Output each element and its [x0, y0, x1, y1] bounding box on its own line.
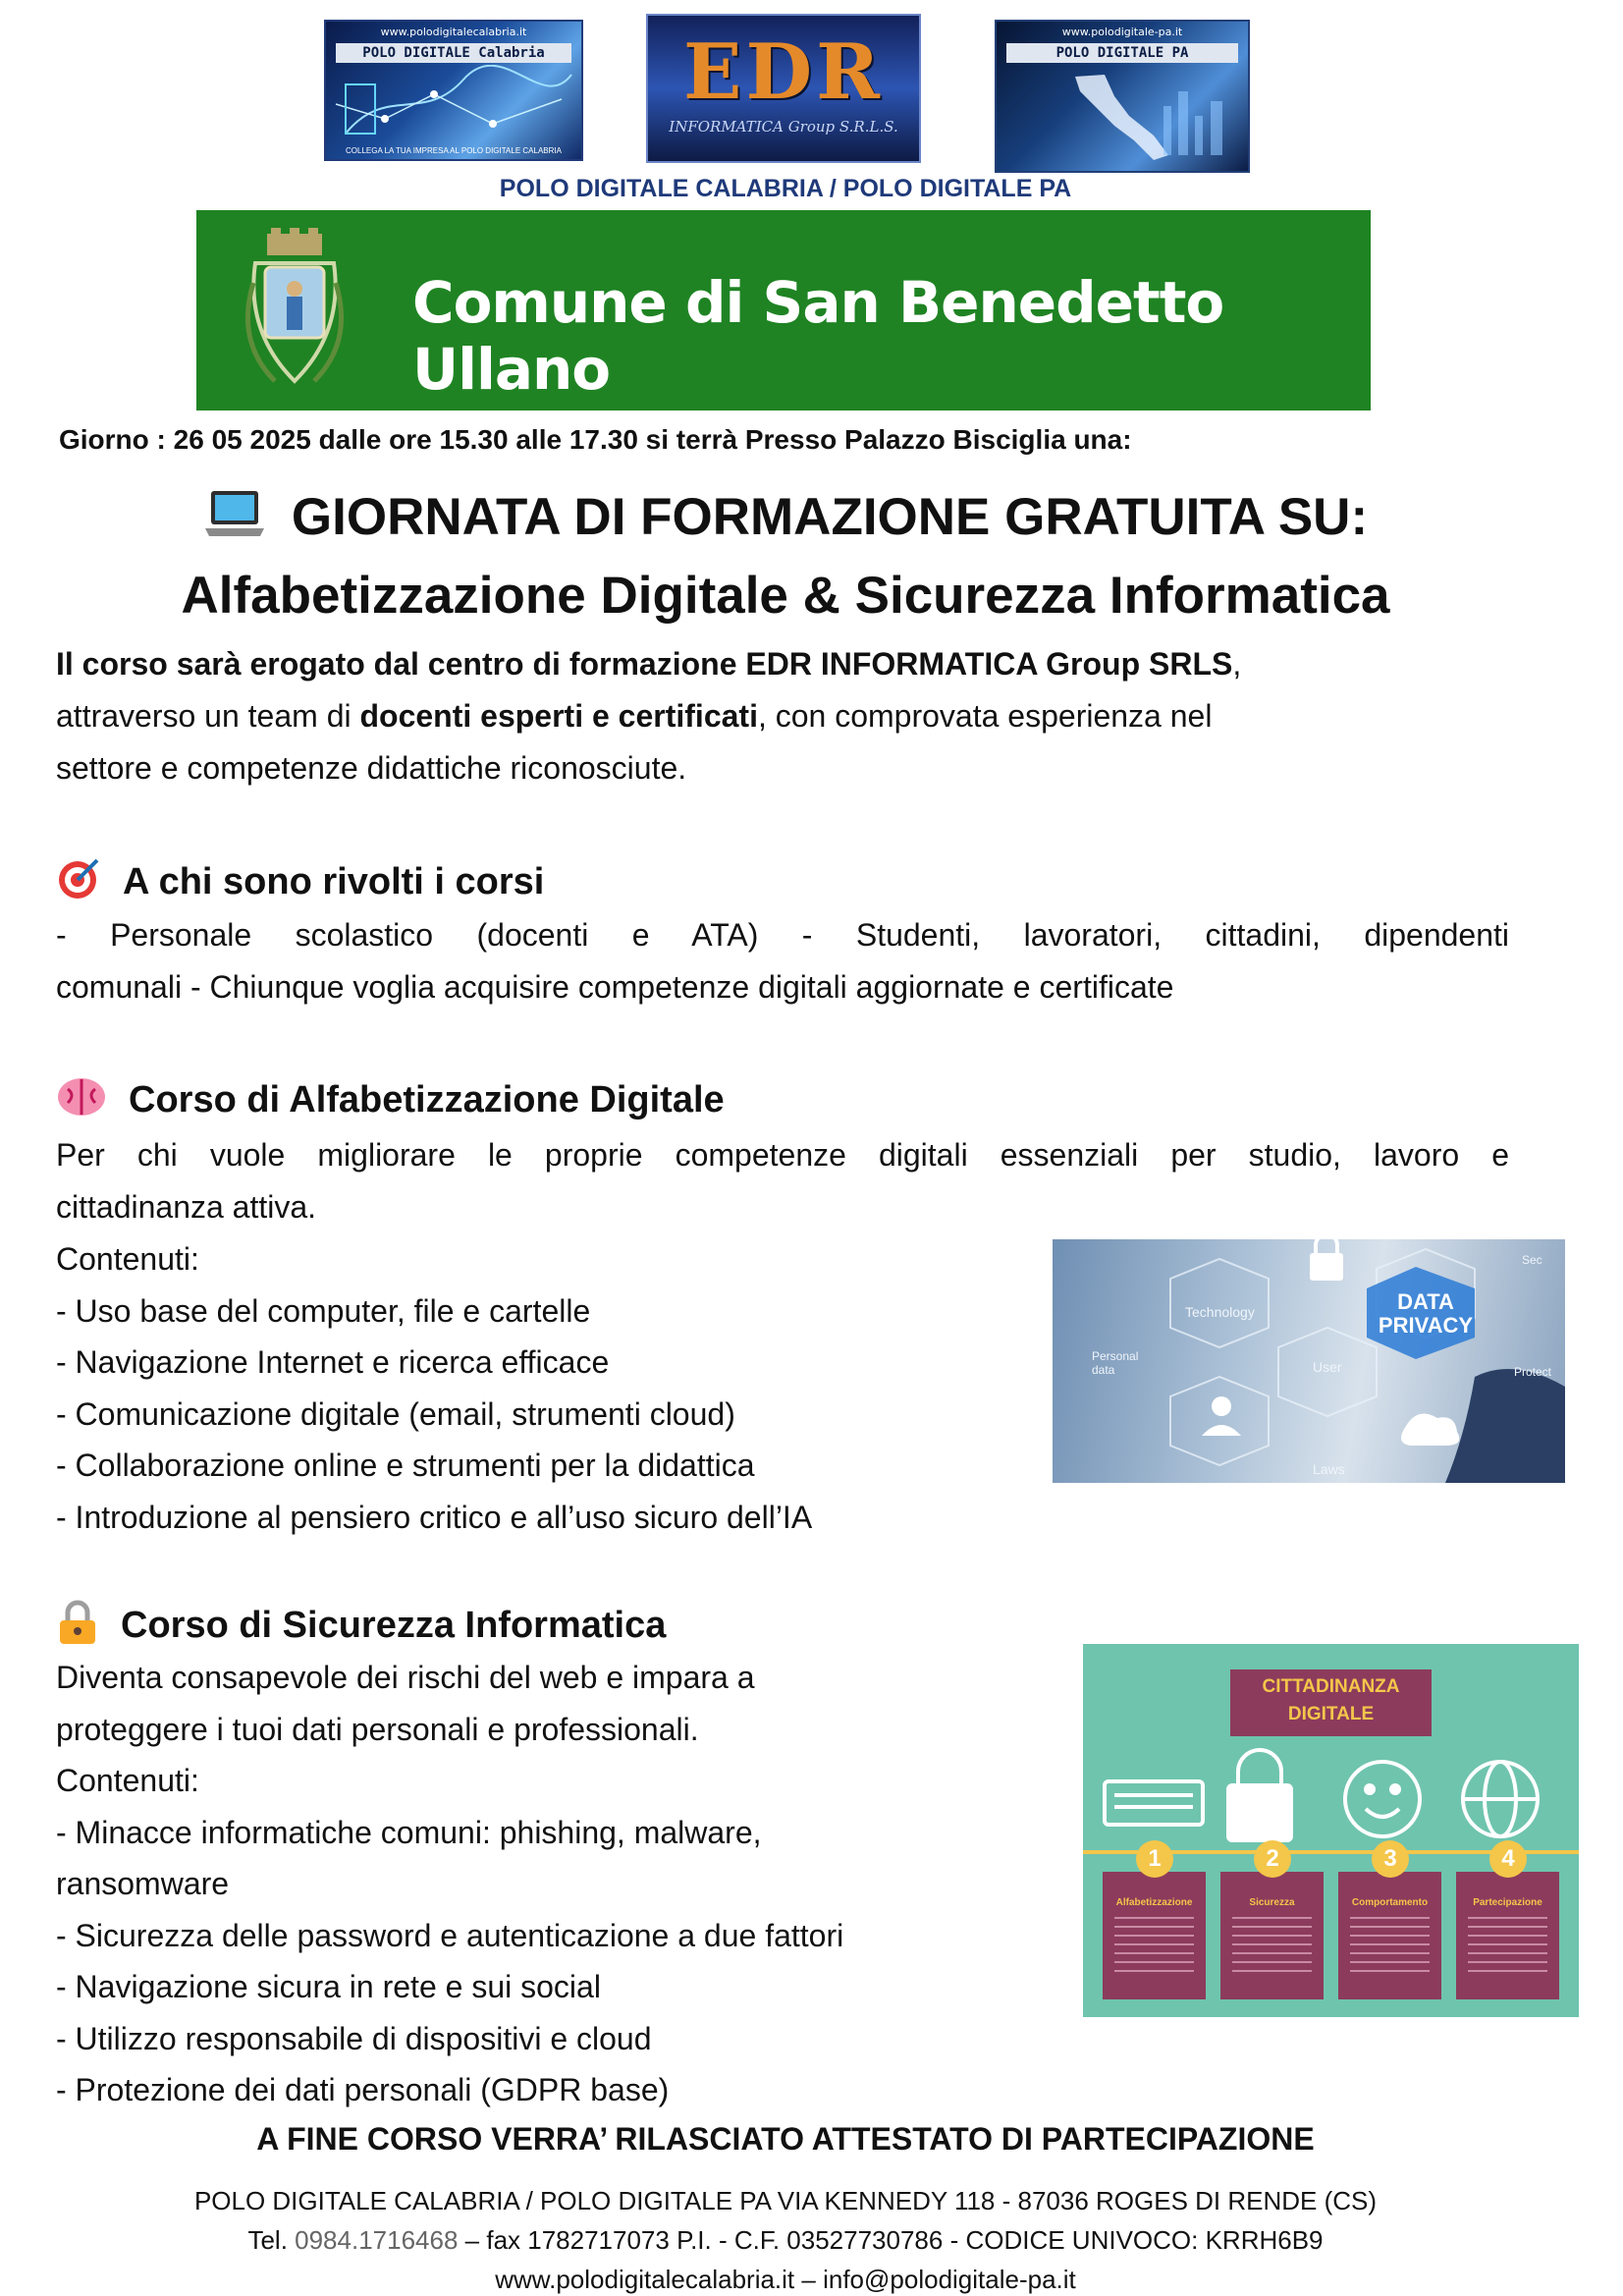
event-date-line: Giorno : 26 05 2025 dalle ore 15.30 alle 17.30 si terrà Presso Palazzo Bisciglia una: — [59, 424, 1132, 455]
polo-digitale-calabria-logo — [324, 20, 583, 161]
privacy-label: Laws — [1313, 1461, 1345, 1477]
course-security-desc2: proteggere i tuoi dati personali e professionali. — [56, 1711, 699, 1747]
privacy-badge: DATA PRIVACY — [1378, 1289, 1474, 1338]
contents-label: Contenuti: — [56, 1763, 199, 1798]
intro-line3: settore e competenze didattiche riconosciute. — [56, 750, 687, 786]
infographic-card: 2 Sicurezza — [1220, 1872, 1324, 1999]
italy-map-icon — [997, 67, 1248, 169]
privacy-label: Technology — [1185, 1304, 1255, 1320]
logo-name: POLO DIGITALE PA — [1006, 43, 1238, 63]
list-item: - Protezione dei dati personali (GDPR base) — [56, 2072, 670, 2107]
infographic-card: 3 Comportamento — [1338, 1872, 1441, 1999]
comune-banner — [196, 210, 1371, 410]
polo-title: POLO DIGITALE CALABRIA / POLO DIGITALE PA — [499, 175, 1072, 202]
list-item: ransomware — [56, 1866, 230, 1901]
footer-website-link[interactable]: www.polodigitalecalabria.it — [495, 2265, 795, 2294]
laptop-icon — [203, 489, 266, 553]
list-item: - Uso base del computer, file e cartelle — [56, 1292, 591, 1329]
course-security-heading: Corso di Sicurezza Informatica — [56, 1599, 666, 1656]
footer-contacts: Tel. 0984.1716468 – fax 1782717073 P.I. - C.F. 03527730786 - CODICE UNIVOCO: KRRH6B9 — [247, 2225, 1324, 2255]
course-digital-heading: Corso di Alfabetizzazione Digitale — [56, 1075, 725, 1128]
data-privacy-image — [1053, 1239, 1565, 1483]
list-item: - Comunicazione digitale (email, strumenti cloud) — [56, 1395, 735, 1432]
list-item: - Minacce informatiche comuni: phishing, malware, — [56, 1814, 762, 1850]
edr-informatica-logo — [646, 14, 921, 163]
municipal-crest-icon — [236, 224, 353, 393]
event-title-line1: GIORNATA DI FORMAZIONE GRATUITA SU: — [0, 487, 1571, 553]
infographic-title: CITTADINANZA DIGITALE — [1230, 1669, 1432, 1736]
target-icon — [56, 856, 101, 911]
privacy-label: Sec — [1522, 1253, 1542, 1267]
footer-phone: 0984.1716468 — [295, 2225, 459, 2255]
contents-label: Contenuti: — [56, 1241, 199, 1277]
course-digital-contents — [56, 1233, 812, 1543]
padlock-icon — [56, 1599, 99, 1656]
list-item: - Navigazione sicura in rete e sui social — [56, 1969, 601, 2004]
list-item: - Collaborazione online e strumenti per la didattica — [56, 1448, 755, 1483]
list-item: - Utilizzo responsabile di dispositivi e cloud — [56, 2020, 652, 2056]
infographic-cards — [1103, 1845, 1559, 1999]
event-title-line2: Alfabetizzazione Digitale & Sicurezza Informatica — [181, 567, 1390, 625]
audience-heading: A chi sono rivolti i corsi — [56, 856, 544, 911]
logo-url: www.polodigitale-pa.it — [1061, 26, 1183, 38]
privacy-label: User — [1313, 1359, 1342, 1375]
polo-digitale-pa-logo — [995, 20, 1250, 173]
audience-line1: - Personale scolastico (docenti e ATA) - Studenti, lavoratori, cittadini, dipendenti — [56, 917, 1509, 953]
privacy-label: Protect — [1514, 1365, 1552, 1379]
network-graphic-icon — [326, 65, 581, 143]
footer-web: www.polodigitalecalabria.it – info@polodigitale-pa.it — [495, 2265, 1076, 2294]
course-security-contents — [56, 1652, 843, 2116]
logo-name: POLO DIGITALE Calabria — [336, 43, 571, 63]
banner-title: Comune di San Benedetto Ullano — [412, 269, 1224, 403]
intro-line1: Il corso sarà erogato dal centro di formazione EDR INFORMATICA Group SRLS, — [56, 646, 1242, 682]
footer-email-link[interactable]: info@polodigitale-pa.it — [823, 2265, 1076, 2294]
infographic-card: 1 Alfabetizzazione — [1103, 1872, 1206, 1999]
privacy-label: Personal data — [1092, 1349, 1139, 1377]
course-digital-desc1: Per chi vuole migliorare le proprie competenze digitali essenziali per studio, lavoro e — [56, 1137, 1509, 1173]
footer-address: POLO DIGITALE CALABRIA / POLO DIGITALE PA VIA KENNEDY 118 - 87036 ROGES DI RENDE (CS) — [193, 2186, 1378, 2215]
edr-subtitle: INFORMATICA Group S.R.L.S. — [669, 118, 898, 136]
infographic-card: 4 Partecipazione — [1456, 1872, 1559, 1999]
logo-url: www.polodigitalecalabria.it — [380, 26, 527, 38]
certificate-notice: A FINE CORSO VERRA’ RILASCIATO ATTESTATO DI PARTECIPAZIONE — [256, 2121, 1315, 2157]
list-item: - Introduzione al pensiero critico e all’uso sicuro dell’IA — [56, 1499, 813, 1535]
audience-line2: comunali - Chiunque voglia acquisire competenze digitali aggiornate e certificate — [56, 969, 1174, 1005]
list-item: - Sicurezza delle password e autenticazione a due fattori — [56, 1917, 844, 1953]
logo-tagline: COLLEGA LA TUA IMPRESA AL POLO DIGITALE CALABRIA — [346, 146, 562, 155]
brain-icon — [56, 1075, 107, 1128]
cittadinanza-digitale-infographic — [1083, 1644, 1579, 2017]
course-digital-desc2: cittadinanza attiva. — [56, 1189, 317, 1225]
intro-line2: attraverso un team di docenti esperti e certificati, con comprovata esperienza nel — [56, 698, 1213, 734]
edr-letters: EDR — [683, 27, 884, 117]
list-item: - Navigazione Internet e ricerca efficace — [56, 1344, 610, 1380]
course-security-desc1: Diventa consapevole dei rischi del web e impara a — [56, 1660, 755, 1695]
